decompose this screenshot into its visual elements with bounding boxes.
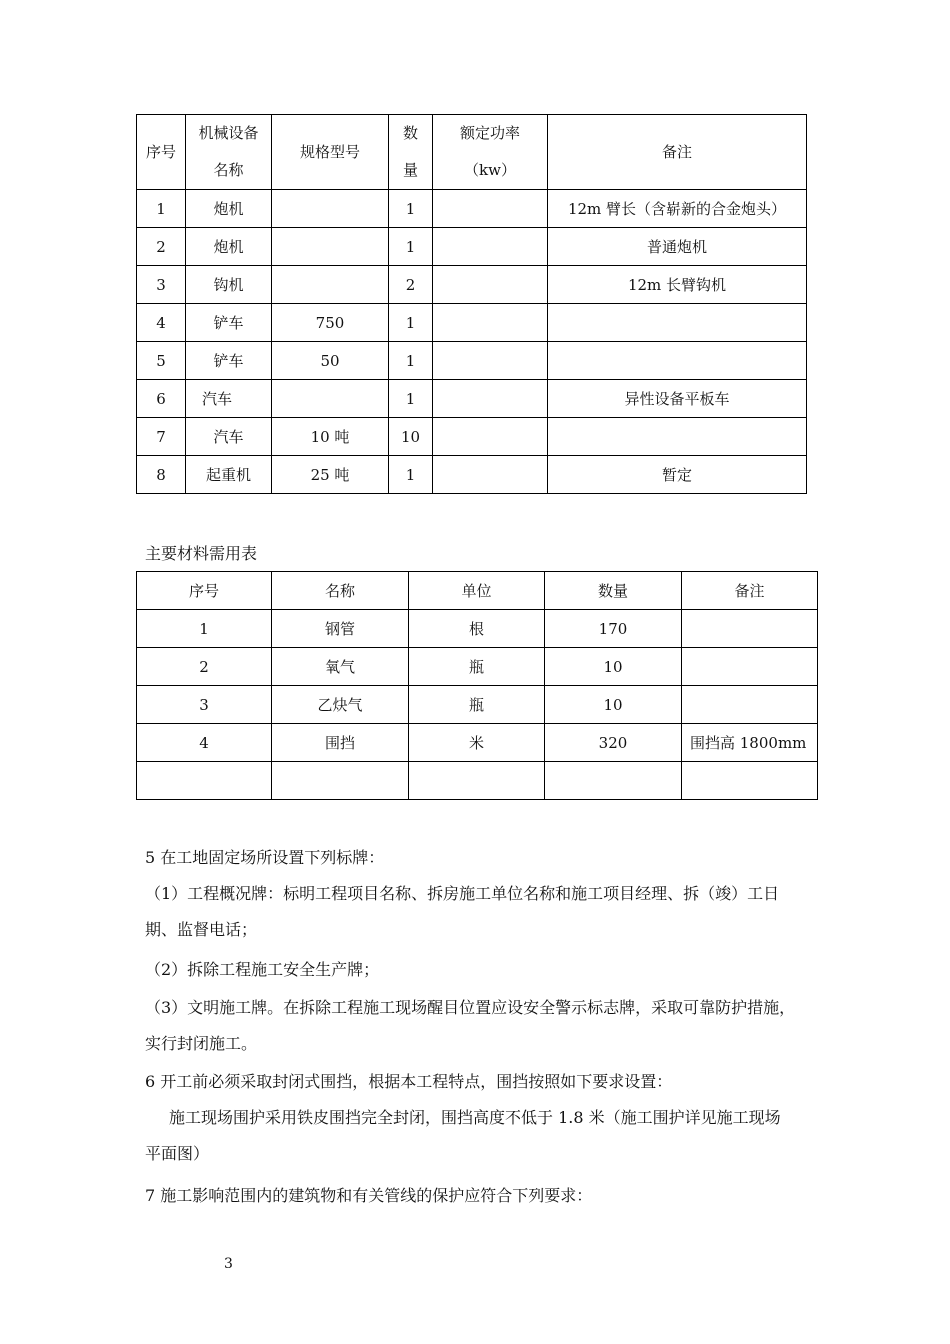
cell-name: 铲车 <box>186 342 272 380</box>
cell-note: 12m 长臂钩机 <box>548 266 807 304</box>
table-row <box>137 304 807 342</box>
cell-unit: 米 <box>409 724 545 762</box>
cell-qty: 1 <box>389 190 433 228</box>
cell-no: 1 <box>137 610 272 648</box>
section-7-heading: 7 施工影响范围内的建筑物和有关管线的保护应符合下列要求： <box>145 1186 593 1205</box>
cell-note <box>682 610 818 648</box>
header-cell-power: 额定功率 （kw） <box>433 115 548 190</box>
cell-power <box>433 266 548 304</box>
cell-name <box>272 762 409 800</box>
cell-qty: 1 <box>389 304 433 342</box>
cell-model <box>272 228 389 266</box>
table-row <box>137 610 818 648</box>
cell-note: 暂定 <box>548 456 807 494</box>
table-row <box>137 266 807 304</box>
section-5-heading: 5 在工地固定场所设置下列标牌： <box>145 848 385 867</box>
table-row <box>137 762 818 800</box>
cell-qty: 10 <box>389 418 433 456</box>
cell-model: 50 <box>272 342 389 380</box>
cell-power <box>433 456 548 494</box>
cell-power <box>433 228 548 266</box>
cell-name: 炮机 <box>186 190 272 228</box>
cell-qty: 2 <box>389 266 433 304</box>
cell-qty: 320 <box>545 724 682 762</box>
cell-no: 4 <box>137 724 272 762</box>
cell-qty: 170 <box>545 610 682 648</box>
header-cell-model: 规格型号 <box>272 115 389 190</box>
table-row <box>137 342 807 380</box>
cell-qty: 1 <box>389 342 433 380</box>
item-5-1-line-2: 期、监督电话； <box>145 920 258 939</box>
cell-name: 钢管 <box>272 610 409 648</box>
table-row <box>137 190 807 228</box>
item-5-1-line-1: （1）工程概况牌：标明工程项目名称、拆房施工单位名称和施工项目经理、拆（竣）工日 <box>145 884 780 903</box>
header-cell-no: 序号 <box>137 572 272 610</box>
cell-name: 起重机 <box>186 456 272 494</box>
cell-qty: 10 <box>545 648 682 686</box>
equipment-table <box>136 114 807 494</box>
page-number: 3 <box>224 1256 233 1272</box>
table-row <box>137 648 818 686</box>
cell-name: 围挡 <box>272 724 409 762</box>
table-row <box>137 380 807 418</box>
header-cell-qty: 数 量 <box>389 115 433 190</box>
materials-header-row <box>137 572 818 610</box>
cell-no: 2 <box>137 648 272 686</box>
cell-no: 7 <box>137 418 186 456</box>
cell-model: 750 <box>272 304 389 342</box>
cell-model <box>272 266 389 304</box>
table-row <box>137 228 807 266</box>
cell-qty: 1 <box>389 380 433 418</box>
cell-note: 普通炮机 <box>548 228 807 266</box>
cell-note <box>682 762 818 800</box>
header-cell-name: 机械设备 名称 <box>186 115 272 190</box>
cell-no: 1 <box>137 190 186 228</box>
cell-qty: 1 <box>389 456 433 494</box>
section-6-heading: 6 开工前必须采取封闭式围挡，根据本工程特点，围挡按照如下要求设置： <box>145 1072 673 1091</box>
cell-no: 4 <box>137 304 186 342</box>
cell-no: 3 <box>137 686 272 724</box>
cell-note <box>548 418 807 456</box>
header-cell-note: 备注 <box>548 115 807 190</box>
item-6-1-line-1: 施工现场围护采用铁皮围挡完全封闭，围挡高度不低于 1.8 米（施工围护详见施工现场 <box>169 1108 781 1127</box>
cell-note: 12m 臂长（含崭新的合金炮头） <box>548 190 807 228</box>
item-5-3-line-2: 实行封闭施工。 <box>145 1034 258 1053</box>
cell-name: 乙炔气 <box>272 686 409 724</box>
cell-no: 5 <box>137 342 186 380</box>
cell-unit: 根 <box>409 610 545 648</box>
header-cell-no: 序号 <box>137 115 186 190</box>
cell-model: 25 吨 <box>272 456 389 494</box>
header-cell-qty: 数量 <box>545 572 682 610</box>
cell-power <box>433 418 548 456</box>
table-row <box>137 456 807 494</box>
cell-power <box>433 304 548 342</box>
item-5-3-line-1: （3）文明施工牌。在拆除工程施工现场醒目位置应设安全警示标志牌，采取可靠防护措施， <box>145 998 796 1017</box>
cell-no: 8 <box>137 456 186 494</box>
cell-note <box>682 686 818 724</box>
cell-note: 异性设备平板车 <box>548 380 807 418</box>
cell-note <box>682 648 818 686</box>
cell-no <box>137 762 272 800</box>
cell-name: 炮机 <box>186 228 272 266</box>
cell-qty <box>545 762 682 800</box>
cell-model: 10 吨 <box>272 418 389 456</box>
cell-no: 6 <box>137 380 186 418</box>
item-5-2: （2）拆除工程施工安全生产牌； <box>145 960 380 979</box>
cell-no: 3 <box>137 266 186 304</box>
cell-name: 汽车 <box>186 418 272 456</box>
cell-unit: 瓶 <box>409 686 545 724</box>
header-cell-name: 名称 <box>272 572 409 610</box>
cell-qty: 1 <box>389 228 433 266</box>
table-row <box>137 724 818 762</box>
header-cell-note: 备注 <box>682 572 818 610</box>
materials-table <box>136 571 818 800</box>
cell-name: 钩机 <box>186 266 272 304</box>
header-cell-unit: 单位 <box>409 572 545 610</box>
materials-table-caption: 主要材料需用表 <box>145 544 258 563</box>
item-6-1-line-2: 平面图） <box>145 1144 210 1163</box>
cell-note <box>548 342 807 380</box>
cell-note: 围挡高 1800mm <box>682 724 818 762</box>
cell-note <box>548 304 807 342</box>
cell-unit <box>409 762 545 800</box>
cell-no: 2 <box>137 228 186 266</box>
cell-unit: 瓶 <box>409 648 545 686</box>
table-row <box>137 686 818 724</box>
cell-power <box>433 190 548 228</box>
cell-name: 铲车 <box>186 304 272 342</box>
cell-name: 氧气 <box>272 648 409 686</box>
cell-qty: 10 <box>545 686 682 724</box>
cell-model <box>272 190 389 228</box>
cell-power <box>433 342 548 380</box>
cell-power <box>433 380 548 418</box>
cell-name: 汽车 <box>186 380 272 418</box>
equipment-header-row <box>137 115 807 190</box>
table-row <box>137 418 807 456</box>
cell-model <box>272 380 389 418</box>
